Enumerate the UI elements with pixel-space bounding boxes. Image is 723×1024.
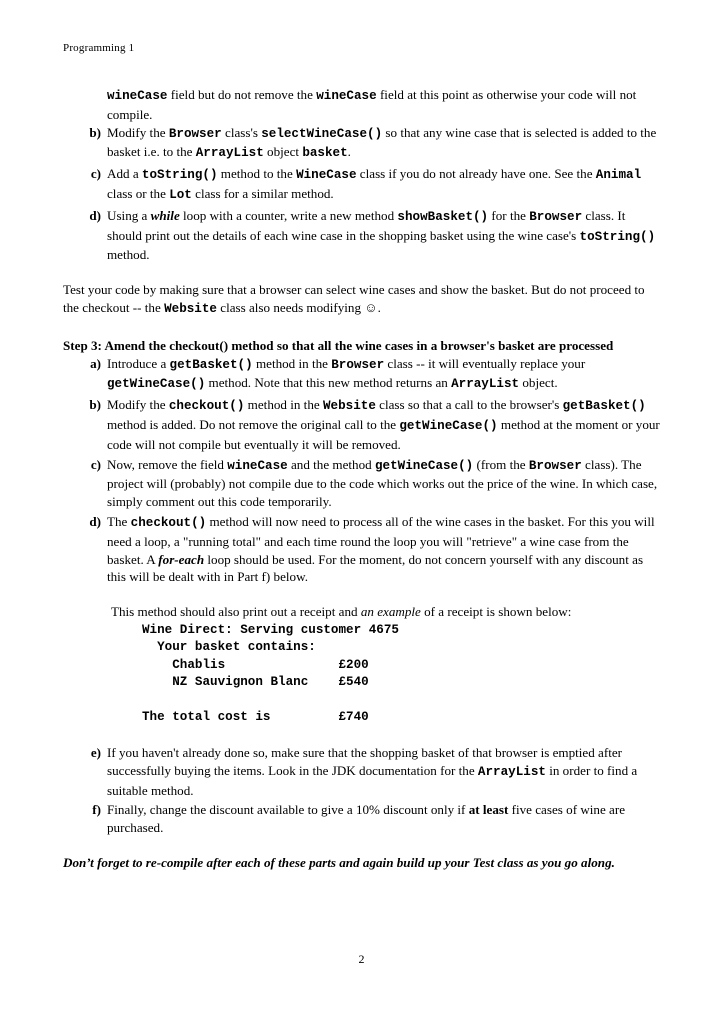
text-run: Modify the — [107, 124, 169, 140]
page-body — [63, 86, 661, 872]
list-item — [63, 456, 661, 511]
continuation-paragraph — [107, 86, 661, 124]
text-run: class). The project will (probably) not compile due to the code which works out the price of the wine. In which case, simply comment out this code temporarily. — [107, 456, 658, 510]
emphasis: an example — [360, 604, 421, 620]
receipt-line-2: Your basket contains: — [142, 640, 316, 655]
emphasis: while — [150, 207, 180, 223]
code-term: getWineCase() — [107, 377, 206, 392]
list-item-label: b) — [89, 397, 101, 413]
text-run: Test your code by making sure that a browser can select wine cases and show the basket. But do not proceed to the checkout -- the — [63, 282, 645, 315]
step3-heading: Step 3: Amend the checkout() method so that all the wine cases in a browser's basket are processed — [63, 337, 614, 353]
text-run: loop with a counter, write a new method — [179, 207, 398, 223]
text-run: five cases of wine are purchased. — [107, 802, 626, 836]
receipt-items — [142, 657, 661, 692]
list-item-text — [107, 207, 661, 264]
text-run: field at this point as otherwise your code will not compile. — [107, 87, 637, 122]
text-run: in order to find a suitable method. — [107, 762, 638, 798]
text-run: The — [107, 513, 131, 529]
code-term: Browser — [331, 357, 385, 372]
code-term: showBasket() — [397, 209, 489, 224]
text-run: method. — [107, 247, 150, 263]
code-term: Browser — [168, 126, 222, 141]
code-term: getBasket() — [562, 399, 646, 414]
text-run: Modify the — [107, 397, 169, 413]
receipt-total-row — [142, 709, 661, 727]
closing-note: Don’t forget to re-compile after each of these parts and again build up your Test class as you go along. — [63, 854, 615, 870]
text-run: (from the — [473, 456, 529, 472]
receipt-total-value: £740 — [338, 710, 369, 725]
list-item-label: b) — [89, 124, 101, 140]
code-term: Browser — [528, 458, 582, 473]
list-item-text — [107, 165, 661, 205]
list-item — [63, 801, 661, 837]
code-term: Website — [164, 301, 217, 316]
code-term: getWineCase() — [399, 418, 498, 433]
list-item-label: d) — [89, 513, 101, 529]
page-number: 2 — [358, 952, 365, 966]
list-item — [63, 744, 661, 799]
text-run: Add a — [107, 166, 142, 182]
list-item — [63, 355, 661, 395]
emphasis: for-each — [158, 551, 205, 567]
text-run: method in the — [252, 355, 332, 371]
text-run: Finally, change the discount available to give a 10% discount only if — [107, 802, 469, 818]
text-run: method. Note that this new method returns an — [205, 375, 452, 391]
code-term: wineCase — [227, 458, 288, 473]
text-run: method will now need to process all of the wine cases in the basket. For this you will need a loop, a "running total" and each time round the loop you will "retrieve" a wine case from the basket. A — [107, 513, 655, 567]
code-term: ArrayList — [195, 146, 264, 161]
receipt-intro — [63, 603, 661, 621]
code-term: checkout() — [168, 399, 245, 414]
text-run: If you haven't already done so, make sure that the shopping basket of that browser is emptied after successfully buying the items. Look in the JDK documentation for the — [107, 744, 623, 778]
list-item-text — [107, 456, 661, 511]
receipt-item-price: £200 — [338, 657, 369, 672]
list-item — [63, 396, 661, 453]
code-term: basket — [302, 146, 348, 161]
receipt-item-name: NZ Sauvignon Blanc — [142, 675, 339, 690]
list-item — [63, 124, 661, 164]
test-paragraph — [63, 281, 661, 319]
text-run: class so that a call to the browser's — [375, 397, 563, 413]
code-term: selectWineCase() — [261, 126, 383, 141]
text-run: method to the — [217, 166, 297, 182]
list-item-text — [107, 396, 661, 453]
code-term: Lot — [169, 187, 192, 202]
continuation-text — [63, 86, 661, 124]
list-item — [63, 513, 661, 586]
text-run: and the method — [287, 456, 375, 472]
code-term: checkout() — [130, 515, 207, 530]
code-term: toString() — [141, 168, 218, 183]
text-run: class or the — [107, 185, 170, 201]
text-run: This method should also print out a receipt and — [111, 604, 361, 620]
text-run: so that any wine case that is selected is added to the basket i.e. to the — [107, 124, 657, 160]
text-run: for the — [488, 207, 530, 223]
receipt-example — [142, 622, 661, 727]
text-run: class for a similar method. — [191, 185, 334, 201]
text-run: class's — [221, 124, 262, 140]
receipt-item-name: Chablis — [142, 657, 339, 672]
text-run: class if you do not already have one. See the — [356, 166, 596, 182]
text-run: class also needs modifying ☺. — [216, 299, 381, 315]
code-term: wineCase — [107, 89, 168, 103]
text-run: class -- it will eventually replace your — [384, 355, 586, 371]
step3-list — [63, 355, 661, 587]
code-term: getWineCase() — [374, 458, 474, 473]
step3-list-late — [63, 744, 661, 837]
code-term: Browser — [529, 209, 583, 224]
text-run: method is added. Do not remove the original call to the — [107, 416, 400, 432]
list-item-label: c) — [90, 456, 101, 472]
code-term: ArrayList — [477, 764, 546, 779]
text-run: Introduce a — [107, 355, 170, 371]
list-item-label: a) — [90, 355, 101, 371]
emphasis: at least — [468, 802, 509, 818]
code-term: Website — [322, 399, 376, 414]
running-header: Programming 1 — [63, 42, 135, 54]
code-term: WineCase — [296, 168, 357, 183]
text-run: object. — [519, 375, 558, 391]
text-run: method in the — [244, 397, 323, 413]
text-run: object — [263, 144, 303, 160]
text-run: . — [347, 144, 351, 160]
text-run: loop should be used. For the moment, do not concern yourself with any discount as this will be dealt with in Part f) below. — [107, 551, 644, 585]
list-item-label: c) — [90, 166, 101, 182]
list-item-text — [107, 513, 661, 586]
receipt-item — [142, 674, 661, 692]
text-run: Using a — [107, 207, 151, 223]
text-run: field but do not remove the — [167, 87, 317, 102]
code-term: getBasket() — [169, 357, 253, 372]
list-item — [63, 165, 661, 205]
text-run: method at the moment or your code will not compile but eventually it will be removed. — [107, 416, 660, 452]
list-item-label: d) — [89, 207, 101, 223]
code-term: Animal — [595, 168, 642, 183]
list-item-text — [107, 801, 661, 837]
list-item-label: e) — [90, 744, 101, 760]
code-term: ArrayList — [451, 377, 520, 392]
text-run: Now, remove the field — [107, 456, 228, 472]
receipt-total-label: The total cost is — [142, 710, 339, 725]
list-item — [63, 207, 661, 264]
list-item-text — [107, 124, 661, 164]
text-run: of a receipt is shown below: — [420, 604, 572, 620]
step2-list — [63, 124, 661, 265]
receipt-line-1: Wine Direct: Serving customer 4675 — [142, 622, 399, 637]
list-item-text — [107, 744, 661, 799]
code-term: wineCase — [316, 89, 377, 103]
text-run: class. It should print out the details of each wine case in the shopping basket using the wine case's — [107, 207, 626, 243]
code-term: toString() — [579, 229, 656, 244]
receipt-item-price: £540 — [338, 675, 369, 690]
receipt-item — [142, 657, 661, 675]
list-item-label: f) — [92, 802, 101, 818]
list-item-text — [107, 355, 661, 395]
